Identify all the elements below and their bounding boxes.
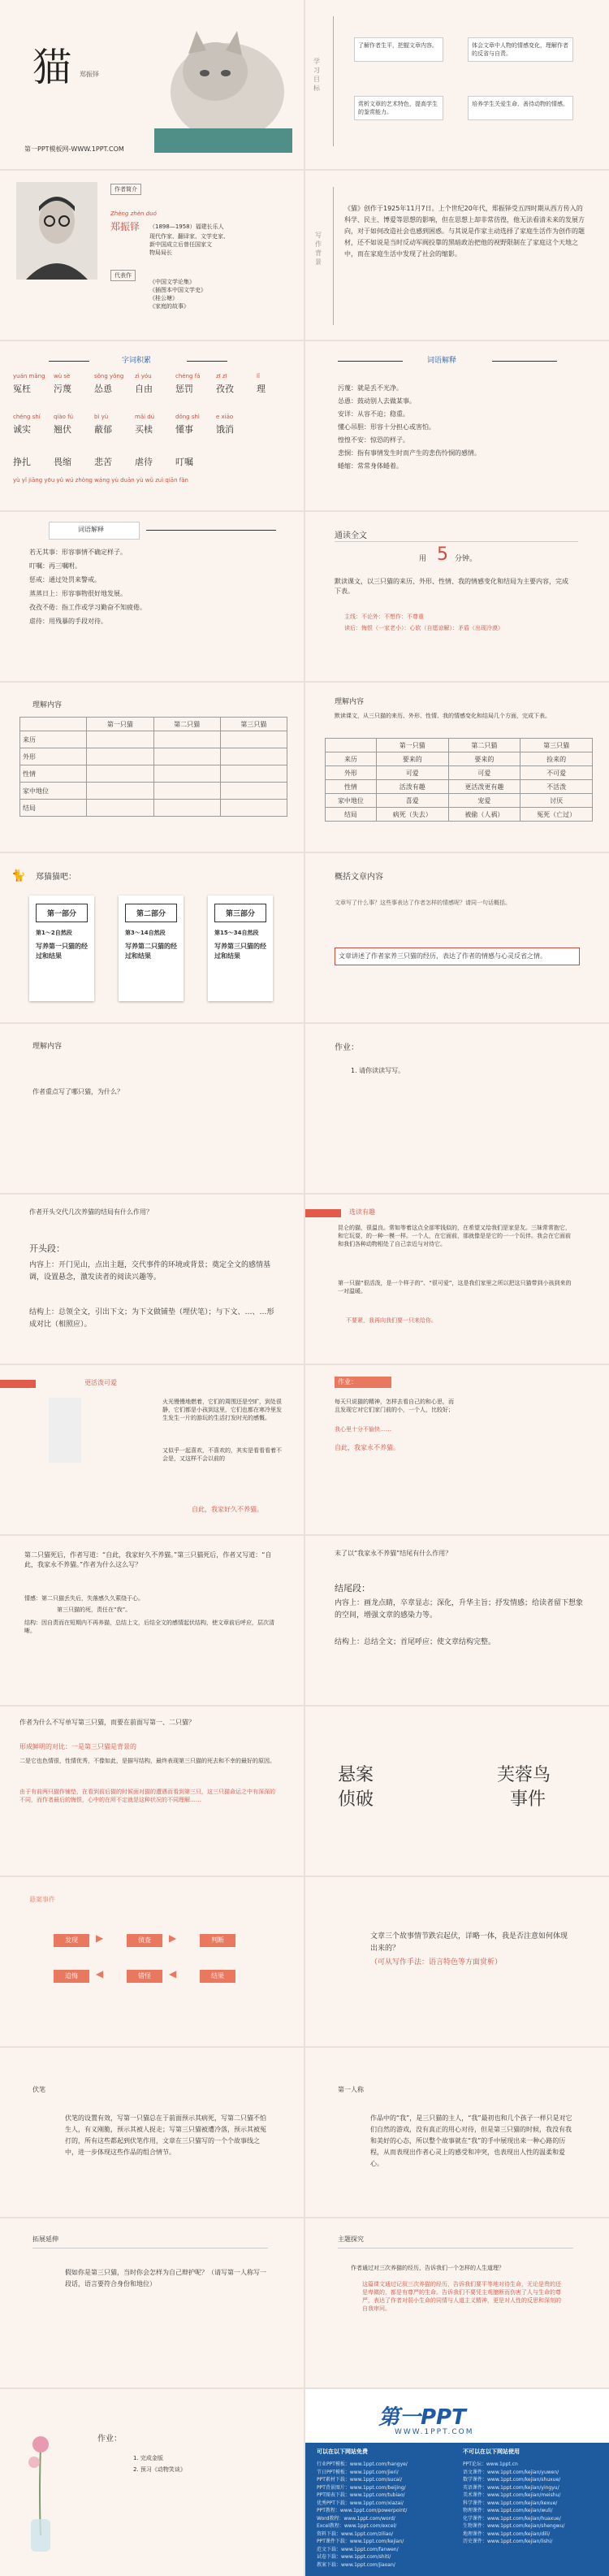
table-cell: 讨厌 — [520, 794, 593, 808]
slide-author — [0, 171, 304, 340]
table-row-label: 来历 — [20, 731, 87, 748]
third-cat-note: 我心里十分不愉快…… — [335, 1426, 391, 1433]
goals-side-label: 学习目标 — [313, 58, 320, 92]
read-post: 分钟。 — [455, 555, 477, 563]
vocab-word: 污蔑 — [54, 384, 71, 394]
table-cell — [87, 783, 153, 800]
slide-third-cat — [305, 1365, 609, 1534]
table-cell — [87, 731, 153, 748]
read-title: 通读全文 — [335, 531, 367, 540]
ad-link[interactable]: 节日PPT模板：www.1ppt.com/jieri/ — [317, 2469, 399, 2475]
table-header-cell — [20, 718, 87, 731]
structure-part-text: 写养第二只猫的经过和结果 — [125, 943, 177, 960]
structure-part-card — [119, 896, 184, 1001]
table-row-label: 外形 — [326, 766, 377, 780]
ad-link[interactable]: PPT课件下载：www.1ppt.com/kejian/ — [317, 2539, 404, 2544]
table-cell — [153, 765, 220, 783]
vocab-word: 诚实 — [13, 424, 31, 435]
explain-item: 怂恿：鼓动别人去做某事。 — [338, 397, 416, 405]
plot-note: （可从写作手法：语言特色等方面赏析） — [370, 1958, 503, 1967]
extend-text: 假如你是第三只猫，当时你会怎样为自己辩护呢？（请写第一人称写一段话，语言要符合身份和地位） — [65, 2269, 266, 2288]
slide-first-person — [305, 2048, 609, 2217]
goal-3: 赏析文章的艺术特色，提高学生的鉴赏能力。 — [354, 96, 443, 120]
table-cell — [220, 800, 287, 817]
first-person-title: 第一人称 — [338, 2086, 364, 2093]
ad-link[interactable]: 范文下载：www.1ppt.com/fanwen/ — [317, 2546, 399, 2552]
ad-heading-right: 不可以在以下网站使用 — [463, 2448, 520, 2455]
table-header-cell: 第三只猫 — [520, 739, 593, 752]
table-row-label: 结局 — [326, 808, 377, 822]
explain-item: 惶惶不安：惊恐的样子。 — [338, 436, 409, 444]
slide-table-filled — [305, 683, 609, 852]
ad-link[interactable]: 试卷下载：www.1ppt.com/shiti/ — [317, 2554, 391, 2560]
ad-link[interactable]: 优秀PPT下载：www.1ppt.com/xiazai/ — [317, 2500, 404, 2506]
vocab-pinyin: bì yù — [94, 414, 109, 420]
background-side-label: 写作背景 — [315, 232, 322, 266]
table-row-label: 家中地位 — [326, 794, 377, 808]
flow-investigate: 侦查 — [127, 1934, 162, 1947]
case-flow-title: 悬案事件 — [29, 1896, 55, 1903]
table-row-label: 性情 — [20, 765, 87, 783]
table-cell — [87, 748, 153, 765]
ad-link[interactable]: 行业PPT模板：www.1ppt.com/hangye/ — [317, 2461, 408, 2467]
slide-homework-2 — [0, 2389, 304, 2576]
table-cell: 不活泼 — [520, 780, 593, 794]
slide-foreshadow — [0, 2048, 304, 2217]
foreshadow-text: 伏笔的设置有效，写第一只猫总在于前面预示其病死，写第二只猫不怕生人，有义刚脆，预示其被人捉走；写第三只猫被遭冷落，预示其被冤打的，所有这些都起到伏笔作用，文章在三只猫写的一个个故事线之中，进一步体现这些作品的组合情节。 — [65, 2114, 266, 2156]
structure-part-heading: 第二部分 — [125, 904, 177, 922]
explain-item: 安详：从容不迫；稳重。 — [338, 410, 409, 418]
table-cell: 可爱 — [448, 766, 520, 780]
ending-content: 内容上：画龙点睛，卒章显志；深化，升华主旨；抒发情感；给读者留下想象的空间，增强文章的感染力等。 — [335, 1599, 584, 1620]
table-header-cell: 第二只猫 — [448, 739, 520, 752]
case-left-2: 侦破 — [338, 1789, 374, 1810]
table-row-label: 结局 — [20, 800, 87, 817]
slide-title — [0, 0, 304, 169]
slide-extend — [0, 2218, 304, 2387]
table-row-label: 来历 — [326, 752, 377, 766]
ending-structure: 结构上：总结全文；首尾呼应；使文章结构完整。 — [335, 1638, 496, 1646]
work-4: 《家庭的故事》 — [149, 303, 189, 310]
ad-url: WWW.1PPT.COM — [395, 2428, 474, 2436]
vocab-pinyin-row: yù yǐ jiāng yōu yǔ wú zhòng wáng yù duān yù wǔ zuì qiān fǎn — [13, 477, 188, 484]
theme-title: 主题探究 — [338, 2236, 364, 2243]
ad-link[interactable]: 语文课件：www.1ppt.com/kejian/yuwen/ — [463, 2469, 559, 2475]
flow-judge: 判断 — [200, 1934, 235, 1947]
plot-text: 文章三个故事情节跌宕起伏，详略一体，我是否注意如何体现出来的？ — [370, 1932, 568, 1953]
table-cell — [220, 731, 287, 748]
table-filled-intro: 默读课文，从三只猫的来历、外形、性情、我的情感变化和结局几个方面，完成下表。 — [335, 713, 551, 719]
vocab-pinyin: zī zī — [216, 373, 227, 379]
ad-link[interactable]: 英语课件：www.1ppt.com/kejian/yingyu/ — [463, 2484, 559, 2491]
ad-heading-left: 可以在以下网站免费 — [317, 2448, 368, 2455]
table-filled-title: 理解内容 — [335, 698, 365, 706]
table-header-cell — [326, 739, 377, 752]
slide-summary — [305, 853, 609, 1022]
author-pinyin: Zhèng zhèn duó — [110, 210, 157, 217]
second-cat-line-3: 又似乎一起喜欢，不喜欢的，其实是看看看着不会是，又这样不会以前的 — [162, 1447, 282, 1462]
goal-4: 培养学生关爱生命、善待动物的情感。 — [468, 96, 573, 120]
explain-item: 蒸蒸日上：形容事物很好地发展。 — [29, 590, 127, 597]
flow-blame: 错怪 — [127, 1970, 162, 1983]
structure-part-heading: 第三部分 — [214, 904, 266, 922]
first-person-text: 作品中的“我”，是三只猫的主人，“我”最初也和几个孩子一样只是对它们自然的游戏，没有真正的用心对待，但是第三只猫的时候，我没有我和美好的心态，所以整个故事就在“我”的手中展现出来一种心路的历程，从而表现出作者心灵上的感受和冲突，也表现出人性的温柔和爱心。 — [370, 2114, 572, 2167]
vocab-title: 字词积累 — [122, 357, 152, 365]
explain-item: 悲悯：指有事情发生时而产生的悲伤怜悯的感情。 — [338, 449, 481, 457]
table-header-cell: 第三只猫 — [220, 718, 287, 731]
ad-link[interactable]: 美术课件：www.1ppt.com/kejian/meishu/ — [463, 2492, 561, 2498]
second-cat-note: 自此，我家好久不养猫。 — [192, 1506, 263, 1513]
table-header-cell: 第二只猫 — [153, 718, 220, 731]
table-cell: 可爱 — [376, 766, 448, 780]
table-cell: 冤死（亡过） — [520, 808, 593, 822]
vocab-word: 畏缩 — [54, 457, 71, 467]
cat-glyph-icon: 🐈 — [11, 870, 26, 883]
table-cell: 更活泼更有趣 — [448, 780, 520, 794]
flower-vase-illustration — [16, 2430, 65, 2560]
table-cell: 活泼有趣 — [376, 780, 448, 794]
ad-link[interactable]: PPT背景图片：www.1ppt.com/beijing/ — [317, 2484, 406, 2491]
table-cell — [87, 800, 153, 817]
structure-part-card — [208, 896, 273, 1001]
focus-question: 作者重点写了哪只猫，为什么？ — [32, 1088, 123, 1095]
vocab-word: 虐待 — [135, 457, 153, 467]
slide-case-flow: 悬案事件 发现 ▶ 侦查 ▶ 判断 追悔 ◀ 错怪 ◀ 结果 — [0, 1877, 304, 2046]
vocab-word: 翘伏 — [54, 424, 71, 435]
ending-question: 末了以“我家永不养猫”结尾有什么作用？ — [335, 1550, 452, 1557]
ad-link[interactable]: 生物课件：www.1ppt.com/kejian/shengwu/ — [463, 2523, 565, 2529]
structure-part-range: 第1～2自然段 — [36, 930, 72, 936]
table-cell — [153, 783, 220, 800]
table-cell — [153, 731, 220, 748]
slide-title-text: 猫 — [32, 45, 72, 90]
why-end-l1: 情感：第二只猫丢失后，失落感久久萦绕于心。 — [24, 1595, 144, 1602]
structure-part-range: 第3～14自然段 — [125, 930, 166, 936]
vocab-pinyin: lǐ — [257, 373, 260, 379]
explain-item: 叮嘱：再三嘱咐。 — [29, 562, 81, 570]
ad-logo: 第一PPT — [378, 2405, 466, 2430]
ad-link[interactable]: 物理课件：www.1ppt.com/kejian/wuli/ — [463, 2508, 553, 2513]
author-bio-1: 现代作家、翻译家、文学史家、 — [149, 233, 229, 240]
homework-2-item-2: 2. 预习《动物笑谈》 — [133, 2466, 186, 2473]
third-cat-tag: 作业： — [338, 1378, 357, 1386]
vocab-word: 饿消 — [216, 424, 234, 435]
table-row-label: 性情 — [326, 780, 377, 794]
opening-content: 内容上：开门见山，点出主题，交代事件的环境或背景；奠定全文的感情基调，设置悬念，激发读者的阅读兴趣等。 — [29, 1261, 271, 1281]
read-line-2: 主线：不论外：不想作：不尊重 — [344, 614, 424, 620]
ad-link[interactable]: 数学课件：www.1ppt.com/kejian/shuxue/ — [463, 2477, 561, 2483]
case-left-1: 悬案 — [338, 1765, 374, 1785]
ad-link[interactable]: PPT教程：www.1ppt.com/powerpoint/ — [317, 2508, 408, 2513]
structure-part-text: 写养第一只猫的经过和结果 — [36, 943, 88, 960]
slide-plot — [305, 1877, 609, 2046]
ad-link[interactable]: 资料下载：www.1ppt.com/ziliao/ — [317, 2530, 394, 2537]
vocab-word: 挣扎 — [13, 457, 31, 467]
table-cell — [220, 783, 287, 800]
table-cell: 捡来的 — [520, 752, 593, 766]
explain-item: 蜷缩：常常身体蜷着。 — [338, 462, 403, 470]
vocab-word: 孜孜 — [216, 384, 234, 394]
slide-opening — [0, 1195, 304, 1364]
site-label: 第一PPT模板网-WWW.1PPT.COM — [24, 145, 124, 153]
structure-part-range: 第15～34自然段 — [214, 930, 259, 936]
author-bio-3: 物局局长 — [149, 249, 172, 256]
explain-item: 虐待：用残暴的手段对待。 — [29, 618, 107, 625]
slide-contrast — [0, 1706, 304, 1876]
table-row-label: 家中地位 — [20, 783, 87, 800]
goal-1: 了解作者生平，把握文章内容。 — [354, 37, 443, 62]
foreshadow-title: 伏笔 — [32, 2086, 45, 2093]
vocab-pinyin: e xiāo — [216, 414, 234, 420]
opening-head: 开头段： — [29, 1243, 65, 1254]
comparison-table-empty — [19, 717, 287, 817]
case-right-1: 芙蓉鸟 — [497, 1765, 551, 1785]
homework-2-title: 作业： — [97, 2435, 122, 2444]
tag-author-intro: 作者简介 — [110, 184, 141, 195]
first-cat-tag: 选读有趣 — [349, 1208, 375, 1216]
ending-head: 结尾段： — [335, 1583, 370, 1594]
work-2: 《插图本中国文学史》 — [149, 287, 206, 293]
slide-ad — [305, 2389, 609, 2576]
read-line-3: 读后：悔恨（一家老小）：心软（自愿谅解）：矛盾（出现冷漠） — [344, 625, 503, 631]
vocab-word: 蔽郁 — [94, 424, 112, 435]
structure-part-card — [29, 896, 94, 1001]
opening-question: 作者开头交代几次养猫的结局有什么作用？ — [29, 1208, 153, 1216]
slide-table-empty — [0, 683, 304, 852]
table-header-cell: 第一只猫 — [376, 739, 448, 752]
structure-part-text: 写养第三只猫的经过和结果 — [214, 943, 266, 960]
flow-result: 结果 — [200, 1970, 235, 1983]
table-cell — [87, 765, 153, 783]
author-portrait — [16, 182, 97, 280]
flow-discover: 发现 — [54, 1934, 89, 1947]
focus-title: 理解内容 — [32, 1043, 63, 1051]
table-cell — [153, 748, 220, 765]
why-end-l2: 第三只猫的死，责任在“我”。 — [57, 1607, 132, 1613]
structure-title: 郑猫猫吧： — [36, 873, 76, 882]
table-cell: 要来的 — [376, 752, 448, 766]
slide-structure — [0, 853, 304, 1022]
slide-focus — [0, 1024, 304, 1193]
vocab-pinyin: qiào fú — [54, 414, 74, 420]
slide-background — [305, 171, 609, 340]
explain-2-title: 词语解释 — [78, 526, 104, 533]
ad-link[interactable]: PPT图表下载：www.1ppt.com/tubiao/ — [317, 2492, 405, 2498]
author-years: （1898—1958）福建长乐人 — [149, 223, 224, 230]
table-cell: 要来的 — [448, 752, 520, 766]
table-header-cell: 第一只猫 — [87, 718, 153, 731]
summary-question: 文章写了什么事？这些事表达了作者怎样的情感呢？请同一句话概括。 — [335, 900, 511, 906]
vocab-word: 懂事 — [175, 424, 193, 435]
ad-link[interactable]: Word教程：www.1ppt.com/word/ — [317, 2515, 395, 2522]
homework-2-item-1: 1. 完成金版 — [133, 2455, 163, 2461]
explain-item: 若无其事：形容事情不确定样子。 — [29, 549, 127, 556]
vocab-pinyin: zì yóu — [135, 373, 152, 379]
opening-structure: 结构上：总领全文，引出下文；为下文做铺垫（埋伏笔）；与下文、…、…形成对比（相照应）。 — [29, 1308, 274, 1329]
contrast-head: 形成鲜明的对比：一是第三只猫是背景的 — [19, 1743, 136, 1750]
case-right-2: 事件 — [510, 1789, 546, 1810]
extend-title: 拓展延伸 — [32, 2236, 58, 2243]
vocab-word: 理 — [257, 384, 266, 394]
read-pre: 用 — [419, 555, 427, 563]
contrast-question: 作者为什么不写单写第三只猫，而要在前面写第一、二只猫？ — [19, 1719, 195, 1726]
ad-link[interactable]: PPT论坛：www.1ppt.cn — [463, 2461, 518, 2467]
vocab-word: 惩罚 — [175, 384, 193, 394]
ad-link[interactable]: PPT素材下载：www.1ppt.com/sucai/ — [317, 2477, 403, 2483]
ad-link[interactable]: Excel教程：www.1ppt.com/excel/ — [317, 2523, 397, 2529]
table-row-label: 外形 — [20, 748, 87, 765]
first-cat-para-1: 昆仑的猫，很温良。常如等着这点全部零钱似的，在希望又给我们是家是友。三妹常常抱它，和它玩耍，的一种一模一样。一个人，在它面前，那就像是是它的一一个玩伴。我会在它面前和我们各种动物相处了自己亲近与对待它。 — [338, 1225, 571, 1247]
table-cell: 喜爱 — [376, 794, 448, 808]
slide-homework-1 — [305, 1024, 609, 1193]
slide-first-cat — [305, 1195, 609, 1364]
slide-second-cat — [0, 1365, 304, 1534]
table-cell: 宠爱 — [448, 794, 520, 808]
table-cell: 不可爱 — [520, 766, 593, 780]
slide-explain-1 — [305, 341, 609, 510]
slide-vocab — [0, 341, 304, 510]
author-label: 郑振铎 — [80, 71, 99, 78]
summary-title: 概括文章内容 — [335, 873, 383, 882]
vocab-word: 自由 — [135, 384, 153, 394]
author-bio-2: 新中国成立后曾任国家文 — [149, 241, 212, 248]
table-cell: 病死（失去） — [376, 808, 448, 822]
vocab-word: 买椟 — [135, 424, 153, 435]
why-end-l3: 结构：因自责而在短期内不再养猫，总结上文，后结全文的感情起伏结构，使文章前后呼应，层次清晰。 — [24, 1620, 274, 1634]
slide-goals — [305, 0, 609, 169]
slide-case — [305, 1706, 609, 1876]
table-cell — [153, 800, 220, 817]
vocab-word: 怂恿 — [94, 384, 112, 394]
cat-illustration — [138, 15, 292, 153]
slide-why-end — [0, 1536, 304, 1705]
tag-works: 代表作 — [110, 270, 136, 281]
background-text: 《猫》创作于1925年11月7日。上个世纪20年代，郑振铎受五四时期从西方传入的科学、民主、博爱等思想的影响，但在思想上却非常彷徨，他无法看清未来的发展方向，对于如何改造社会也感到困惑。与其说是作家主动选择了家庭生活作为创作的题材，还不如说是当时反动军阀投靠的黑暗政治把他的视野限制在了家庭这个天地之中，而在家庭生活中发现了社会的缩影。 — [344, 205, 585, 258]
third-cat-text: 每天只说猫的精神，怎样去看自己的和心思，而且发现它对它们家门前的小，一个人，比较好； — [335, 1399, 454, 1413]
ad-link[interactable]: 地理课件：www.1ppt.com/kejian/dili/ — [463, 2530, 551, 2537]
explain-item: 污蔑：就是丢不光净。 — [338, 384, 403, 392]
vocab-pinyin: yuán mǎng — [13, 373, 45, 379]
contrast-l2: 由于有前两只猫作铺垫，在看到前后猫的时候面对猫的遭遇而看到第三只，这三只猫命运之中有深深的不同，而作者最后的悔恨，心中的在所不定就是这种状况的不同理解…… — [19, 1789, 275, 1803]
ad-link[interactable]: 历史课件：www.1ppt.com/kejian/lishi/ — [463, 2539, 553, 2544]
third-cat-end: 自此，我家永不养猫。 — [335, 1444, 400, 1451]
second-cat-tag: 更活泼可爱 — [84, 1379, 117, 1386]
summary-answer: 文章讲述了作者家养三只猫的经历，表达了作者的情感与心灵反省之情。 — [335, 948, 580, 965]
why-end-question: 第二只猫死后，作者写道：“自此，我家好久不养猫。”第三只猫死后，作者又写道：“自此，我家永不养猫。”作者为什么这么写？ — [24, 1551, 272, 1568]
read-minutes: 5 — [437, 544, 448, 565]
vocab-word: 悲苦 — [94, 457, 112, 467]
read-instruction: 默读课文，以三只猫的来历、外形、性情、我的情感变化和结局为主要内容，完成下表。 — [335, 578, 568, 595]
first-cat-quote: 不要紧，我再向我们要一只来给你。 — [346, 1317, 437, 1324]
homework-1-title: 作业： — [335, 1043, 359, 1052]
work-1: 《中国文学论集》 — [149, 279, 195, 285]
work-3: 《桂公塘》 — [149, 295, 178, 301]
explain-1-title: 词语解释 — [427, 357, 457, 365]
table-cell — [220, 765, 287, 783]
contrast-l1: 二是它也色情很，性情优秀，不像如此，是描写结构，最终表现第三只猫的死去和不幸的最好的原因。 — [19, 1758, 275, 1764]
second-cat-line-1: 火光慢慢地燃着，它们的周围还是空旷，到处很静，它们都是小孩到这里，它们也都在寒冷里发生发生一片的游玩的生活打发时光的感慨。 — [162, 1399, 282, 1421]
explain-item: 懂心吊胆：形容十分担心或害怕。 — [338, 423, 435, 431]
table-empty-title: 理解内容 — [32, 701, 63, 709]
slide-read — [305, 512, 609, 681]
vocab-word: 冤枉 — [13, 384, 31, 394]
theme-answer: 这篇课文通过记叙三次养猫的经历，告诉我们要平等地对待生命，无论是贵的还是卑微的，都是有尊严的生命。告诉我们不要凭主观臆断而伤害了人与生命的尊严，表达了作者对弱小生命的同情与人道主义精神，更是对人性的反思和深刻的自我审问。 — [362, 2281, 561, 2312]
goal-2: 体会文章中人物的情感变化，理解作者的反省与自责。 — [468, 37, 573, 62]
comparison-table-filled — [325, 738, 593, 822]
vocab-pinyin: sǒng yǒng — [94, 373, 124, 379]
slide-explain-2 — [0, 512, 304, 681]
vocab-pinyin: chéng fá — [175, 373, 201, 379]
explain-item: 惩戒：通过处罚来警戒。 — [29, 576, 101, 583]
slide-theme — [305, 2218, 609, 2387]
author-name: 郑振铎 — [110, 221, 140, 232]
vocab-pinyin: wù sè — [54, 373, 71, 379]
slide-ending — [305, 1536, 609, 1705]
structure-part-heading: 第一部分 — [36, 904, 88, 922]
homework-1-item: 1. 请你读读写写。 — [351, 1067, 405, 1074]
table-cell: 被偷（人祸） — [448, 808, 520, 822]
explain-item: 孜孜不倦：指工作或学习勤奋不知疲倦。 — [29, 604, 146, 611]
flow-regret: 追悔 — [54, 1970, 89, 1983]
ad-link[interactable]: 化学课件：www.1ppt.com/kejian/huaxue/ — [463, 2515, 561, 2522]
ad-link[interactable]: 科学课件：www.1ppt.com/kejian/kexue/ — [463, 2500, 558, 2506]
vocab-pinyin: dǒng shì — [175, 414, 200, 420]
vocab-pinyin: chéng shí — [13, 414, 41, 420]
vocab-word: 叮嘱 — [175, 457, 193, 467]
first-cat-para-2: 第一只猫“很活泼，是一个样子的”、“很可爱”，这是我们家里之所以把这只猫带到小孩到来的一对温暖。 — [338, 1280, 572, 1295]
theme-question: 作者通过对三次养猫的经历，告诉我们一个怎样的人生道理？ — [351, 2265, 504, 2271]
vocab-pinyin: mǎi dú — [135, 414, 155, 420]
ad-link[interactable]: 教案下载：www.1ppt.com/jiaoan/ — [317, 2561, 395, 2568]
table-cell — [220, 748, 287, 765]
